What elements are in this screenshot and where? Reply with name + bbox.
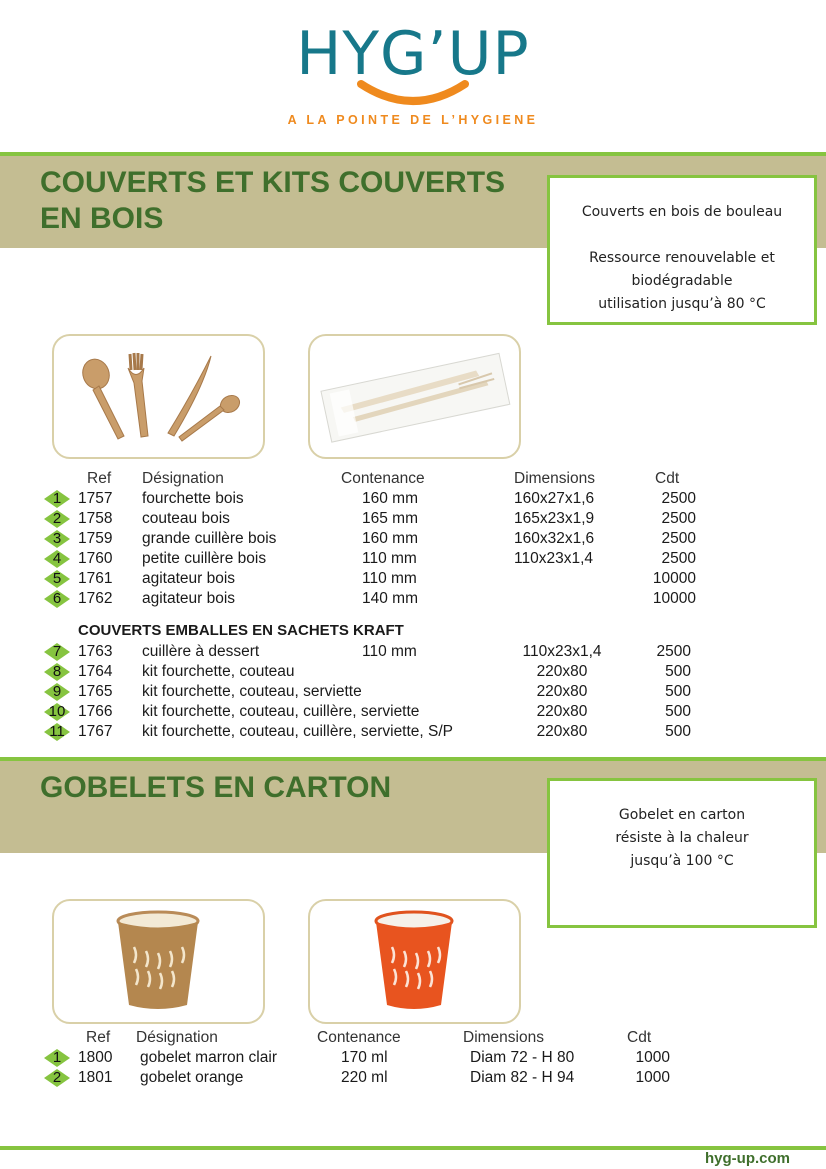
section-title-line: COUVERTS ET KITS COUVERTS (40, 166, 506, 199)
cell-dimensions: 110x23x1,4 (522, 643, 602, 660)
cell-cdt: 2500 (656, 643, 691, 660)
row-number-marker (44, 570, 70, 588)
column-header-designation: Désignation (142, 470, 224, 487)
column-header-dimensions: Dimensions (463, 1029, 544, 1046)
cell-ref: 1758 (78, 510, 113, 527)
cell-contenance: 160 mm (362, 530, 418, 547)
row-number: 1 (52, 1049, 62, 1066)
row-number-marker (44, 683, 70, 701)
wooden-cutlery-icon (54, 336, 263, 457)
cell-contenance: 110 mm (362, 550, 417, 567)
info-line: jusqu’à 100 °C (630, 853, 734, 869)
row-number-marker (44, 490, 70, 508)
row-number: 7 (52, 643, 62, 660)
row-number-marker (44, 590, 70, 608)
cell-dimensions: 165x23x1,9 (514, 510, 595, 527)
cutlery-sachet-icon (310, 336, 519, 457)
cell-designation: petite cuillère bois (142, 550, 267, 567)
cell-designation: kit fourchette, couteau, cuillère, serviette, S/P (142, 723, 454, 740)
cell-contenance: 220 ml (341, 1069, 388, 1086)
orange-paper-cup-image (308, 899, 521, 1024)
footer-website-link[interactable]: hyg-up.com (705, 1150, 790, 1167)
column-header-contenance: Contenance (341, 470, 425, 487)
column-header-contenance: Contenance (317, 1029, 401, 1046)
cell-designation: grande cuillère bois (142, 530, 277, 547)
row-number: 4 (52, 550, 62, 567)
cell-cdt: 500 (665, 683, 691, 700)
row-number: 10 (48, 703, 66, 720)
cell-cdt: 500 (665, 703, 691, 720)
logo-text: HYG’UP (296, 19, 530, 89)
cell-dimensions: Diam 72 - H 80 (470, 1049, 575, 1066)
table-subheading: COUVERTS EMBALLES EN SACHETS KRAFT (78, 622, 404, 639)
info-line: biodégradable (631, 273, 733, 289)
cell-contenance: 110 mm (362, 643, 417, 660)
cell-cdt: 1000 (635, 1069, 670, 1086)
cell-cdt: 2500 (661, 550, 696, 567)
cell-ref: 1764 (78, 663, 113, 680)
cutlery-kit-in-sachet-image (308, 334, 521, 459)
row-number-marker (44, 1069, 70, 1087)
row-number-marker (44, 703, 70, 721)
column-header-designation: Désignation (136, 1029, 218, 1046)
cell-cdt: 2500 (661, 510, 696, 527)
row-number-marker (44, 663, 70, 681)
info-line: résiste à la chaleur (615, 830, 749, 846)
row-number: 9 (52, 683, 62, 700)
cell-ref: 1800 (78, 1049, 113, 1066)
cell-ref: 1759 (78, 530, 113, 547)
brand-logo (0, 20, 826, 88)
column-header-cdt: Cdt (627, 1029, 652, 1046)
cell-designation: gobelet orange (140, 1069, 244, 1086)
info-box (547, 778, 817, 928)
column-header-ref: Ref (87, 470, 112, 487)
cell-dimensions: 160x32x1,6 (514, 530, 595, 547)
cell-designation: kit fourchette, couteau, serviette (142, 683, 362, 700)
cell-ref: 1767 (78, 723, 113, 740)
row-number-marker (44, 550, 70, 568)
column-header-dimensions: Dimensions (514, 470, 595, 487)
tagline: A LA POINTE DE L’HYGIENE (287, 113, 539, 127)
section-title-line: EN BOIS (40, 202, 164, 235)
info-line: Gobelet en carton (618, 807, 746, 823)
row-number: 5 (52, 570, 62, 587)
info-line: Couverts en bois de bouleau (581, 204, 783, 220)
cell-ref: 1766 (78, 703, 113, 720)
cell-cdt: 10000 (652, 570, 696, 587)
cell-designation: kit fourchette, couteau (142, 663, 295, 680)
cell-dimensions: 220x80 (536, 663, 588, 680)
wooden-cutlery-image (52, 334, 265, 459)
info-line: Ressource renouvelable et (589, 250, 775, 266)
cell-ref: 1801 (78, 1069, 113, 1086)
cell-ref: 1762 (78, 590, 113, 607)
cell-cdt: 10000 (652, 590, 696, 607)
cell-dimensions: 160x27x1,6 (514, 490, 595, 507)
cell-designation: cuillère à dessert (142, 643, 260, 660)
column-header-ref: Ref (86, 1029, 111, 1046)
orange-cup-icon (310, 901, 519, 1022)
row-number-marker (44, 723, 70, 741)
cell-cdt: 2500 (661, 490, 696, 507)
info-line (550, 224, 814, 247)
cell-contenance: 165 mm (362, 510, 418, 527)
divider (0, 1146, 826, 1150)
column-header-cdt: Cdt (655, 470, 680, 487)
cell-dimensions: 220x80 (536, 703, 588, 720)
cell-contenance: 140 mm (362, 590, 418, 607)
section-title (40, 165, 505, 237)
cell-ref: 1757 (78, 490, 113, 507)
row-number-marker (44, 1049, 70, 1067)
cell-cdt: 1000 (635, 1049, 670, 1066)
cell-designation: kit fourchette, couteau, cuillère, serviette (142, 703, 420, 720)
cell-ref: 1760 (78, 550, 113, 567)
cell-dimensions: 220x80 (536, 683, 588, 700)
cell-dimensions: Diam 82 - H 94 (470, 1069, 575, 1086)
row-number-marker (44, 510, 70, 528)
brown-cup-icon (54, 901, 263, 1022)
brown-paper-cup-image (52, 899, 265, 1024)
row-number: 1 (52, 490, 62, 507)
row-number: 6 (52, 590, 62, 607)
cell-cdt: 2500 (661, 530, 696, 547)
cell-designation: gobelet marron clair (140, 1049, 277, 1066)
row-number-marker (44, 530, 70, 548)
cell-dimensions: 220x80 (536, 723, 588, 740)
cell-contenance: 170 ml (341, 1049, 388, 1066)
cell-dimensions: 110x23x1,4 (514, 550, 593, 567)
cell-ref: 1763 (78, 643, 113, 660)
section-title: GOBELETS EN CARTON (40, 771, 392, 804)
cell-designation: couteau bois (142, 510, 230, 527)
row-number: 2 (52, 510, 62, 527)
cell-contenance: 160 mm (362, 490, 418, 507)
cell-contenance: 110 mm (362, 570, 417, 587)
cell-cdt: 500 (665, 723, 691, 740)
info-line: utilisation jusqu’à 80 °C (598, 296, 766, 312)
cell-ref: 1765 (78, 683, 113, 700)
row-number: 3 (52, 530, 62, 547)
row-number: 11 (49, 723, 65, 740)
row-number: 2 (52, 1069, 62, 1086)
cell-designation: agitateur bois (142, 570, 236, 587)
cell-designation: agitateur bois (142, 590, 236, 607)
cell-ref: 1761 (78, 570, 113, 587)
info-box (547, 175, 817, 325)
cell-designation: fourchette bois (142, 490, 244, 507)
row-number-marker (44, 643, 70, 661)
cell-cdt: 500 (665, 663, 691, 680)
logo-smile-icon (353, 78, 473, 108)
row-number: 8 (52, 663, 62, 680)
